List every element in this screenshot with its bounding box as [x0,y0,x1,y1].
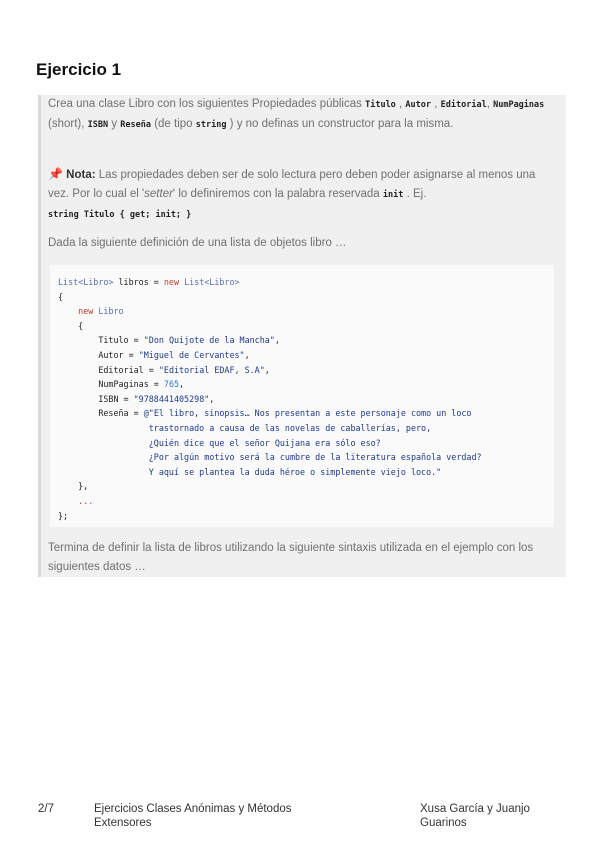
note-paragraph [48,165,554,225]
separator: , [486,98,490,110]
code-string: "Don Quijote de la Mancha" [143,335,275,346]
footer-authors-line: Xusa García y Juanjo [420,803,530,815]
code-string: @"El libro, sinopsis… Nos presentan a este personaje como un loco [143,408,472,419]
intro-paragraph [48,95,554,135]
code-token: Reseña = [98,408,144,419]
inline-code-titulo: Titulo [365,100,396,110]
separator: , [399,98,403,110]
code-string: Y aquí se plantea la duda héroe o simplemente viejo loco." [148,466,442,477]
intro-text: Crea una clase Libro con los siguientes Propiedades públicas [48,98,362,110]
code-keyword: new [78,306,94,317]
inline-code-editorial: Editorial [440,100,487,110]
inline-code-init: init [382,190,404,200]
code-string: "9788441405298" [133,393,210,404]
code-token: Libro [98,306,124,317]
code-string: "Miguel de Cervantes" [138,349,245,360]
code-token: libros = [113,277,164,287]
code-token: { [78,320,84,331]
footer-authors-line: Guarinos [420,817,467,829]
code-string: "Editorial EDAF, S.A" [158,364,265,375]
code-token: ... [78,495,94,506]
inline-code-resena: Reseña [120,120,151,130]
definition-paragraph: Dada la siguiente definición de una lista de objetos libro … [48,237,347,249]
code-token: Autor = [98,349,139,360]
code-token: ISBN = [98,393,134,404]
code-token: { [58,291,64,302]
code-string: ¿Quién dice que el señor Quijana era sólo eso? [148,437,381,448]
setter-word: setter [144,188,173,200]
code-token: }; [58,510,69,521]
footer-title-line: Ejercicios Clases Anónimas y Métodos [94,803,292,815]
inline-code-isbn: ISBN [87,120,109,130]
footer-title-line: Extensores [94,817,152,829]
code-token: List<Libro> [58,277,114,287]
note-text: ' lo definiremos con la palabra reservada [172,188,380,200]
code-number: 765 [163,379,180,390]
note-text: Las propiedades deben ser de solo lectura pero deben poder asignarse al menos una vez. Por lo cual el ' [48,169,536,200]
inline-code-example: string Titulo { get; init; } [48,210,192,220]
intro-text: y [111,118,118,130]
intro-text: ) y no definas un constructor para la misma. [229,118,454,130]
code-keyword: new [163,277,180,287]
code-token: List<Libro> [184,277,240,287]
code-string: ¿Por algún motivo será la cumbre de la literatura española verdad? [148,452,482,463]
note-label: Nota: [66,169,96,181]
intro-text: (short), [48,118,85,130]
code-block: List<Libro> libros = new List<Libro> { new Libro { Titulo = "Don Quijote de la Mancha", Autor = "Miguel de Cervantes", Editorial = "Editorial EDAF, S.A", NumPaginas = 765, ISBN = "9788441405298", Reseña = @"El libro, sinopsis… Nos presentan a este personaje como un loco trastornado a causa de las novelas de caballerías, pero, ¿Quién dice que el señor Quijana era sólo eso? ¿Por algún motivo será la cumbre de la literatura española verdad? Y aquí se plantea la duda héroe o simplemente viejo loco." }, ... }; [50,265,554,527]
inline-code-string: string [195,120,227,130]
note-text: . Ej. [406,188,427,200]
code-token: Titulo = [98,335,144,346]
code-string: trastornado a causa de las novelas de caballerías, pero, [148,422,432,433]
finish-paragraph: Termina de definir la lista de libros utilizando la siguiente sintaxis utilizada en el ejemplo con los siguientes datos … [48,542,534,573]
separator: , [434,98,438,110]
inline-code-autor: Autor [405,100,432,110]
inline-code-numpaginas: NumPaginas [493,100,545,110]
footer-authors [420,802,570,830]
intro-text: (de tipo [154,118,193,130]
exercise-heading: Ejercicio 1 [36,60,122,79]
code-token: Editorial = [98,364,159,375]
page-number: 2/7 [38,803,54,815]
code-token: NumPaginas = [98,379,164,390]
pushpin-icon: 📌 [48,167,63,181]
code-token: }, [78,481,89,492]
footer-title [94,802,354,830]
